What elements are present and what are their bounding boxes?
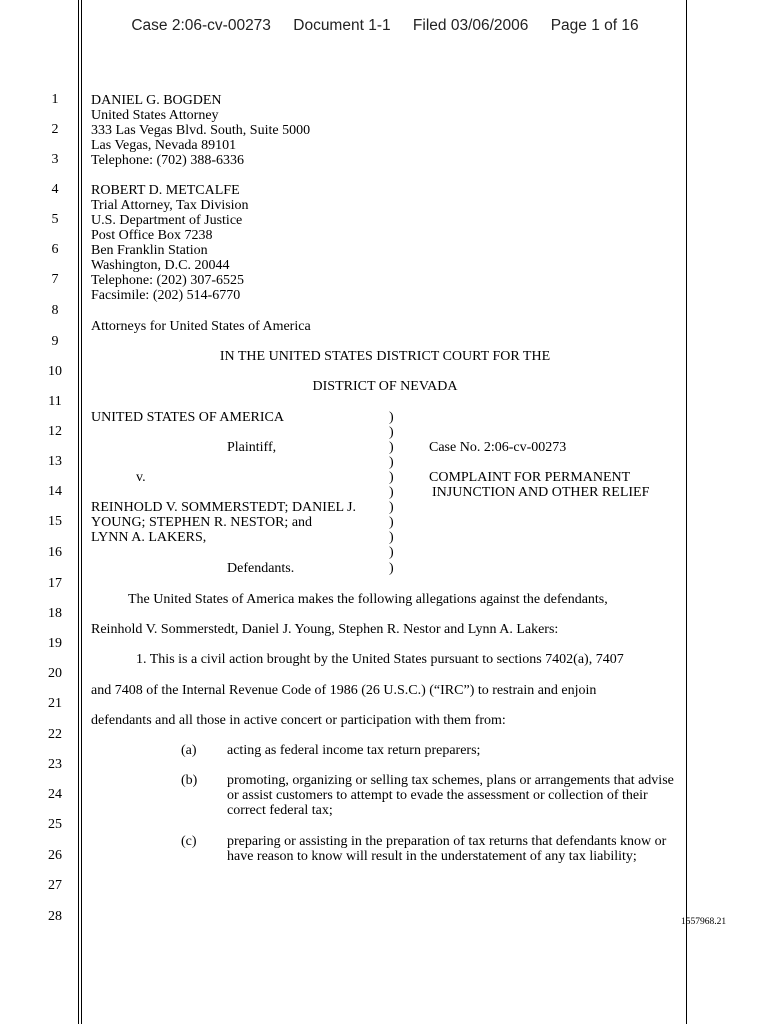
caption-paren: ): [389, 455, 394, 470]
caption-paren: ): [389, 545, 394, 560]
plaintiff-name: UNITED STATES OF AMERICA: [91, 410, 284, 425]
caption-paren: ): [389, 515, 394, 530]
attorney-po-box: Post Office Box 7238: [91, 228, 213, 243]
header-document: Document 1-1: [293, 17, 391, 34]
header-page: Page 1 of 16: [550, 17, 639, 34]
line-number: 8: [51, 303, 59, 318]
line-number: 17: [48, 576, 62, 591]
line-number: 9: [51, 334, 59, 349]
line-number: 13: [48, 454, 62, 469]
line-number: 6: [51, 242, 59, 257]
intro-paragraph: The United States of America makes the following allegations against the defendants,: [128, 592, 608, 607]
caption-paren: ): [389, 561, 394, 576]
document-id: 1557968.21: [681, 917, 727, 927]
line-number: 14: [48, 484, 62, 499]
line-number: 5: [51, 212, 59, 227]
line-number: 15: [48, 514, 62, 529]
line-number: 3: [51, 152, 59, 167]
item-label-b: (b): [181, 773, 198, 788]
attorney-title: Trial Attorney, Tax Division: [91, 198, 249, 213]
attorney-address: 333 Las Vegas Blvd. South, Suite 5000: [91, 123, 311, 138]
caption-paren: ): [389, 530, 394, 545]
case-number: Case No. 2:06-cv-00273: [429, 440, 567, 455]
line-number: 4: [51, 182, 59, 197]
defendants-names: REINHOLD V. SOMMERSTEDT; DANIEL J.: [91, 500, 356, 515]
plaintiff-label: Plaintiff,: [227, 440, 277, 455]
complaint-title-line1: COMPLAINT FOR PERMANENT: [429, 470, 631, 485]
court-heading-line2: DISTRICT OF NEVADA: [312, 379, 458, 394]
line-number: 21: [48, 696, 62, 711]
line-number: 26: [48, 848, 62, 863]
line-number: 23: [48, 757, 62, 772]
paragraph-1: and 7408 of the Internal Revenue Code of 1986 (26 U.S.C.) (“IRC”) to restrain and enjoin: [91, 683, 597, 698]
header-case: Case 2:06-cv-00273: [131, 17, 271, 34]
attorney-city: Las Vegas, Nevada 89101: [91, 138, 237, 153]
line-number: 16: [48, 545, 62, 560]
attorney-name: ROBERT D. METCALFE: [91, 183, 240, 198]
attorney-phone: Telephone: (202) 307-6525: [91, 273, 244, 288]
item-label-c: (c): [181, 834, 197, 849]
left-margin-rule-1: [78, 0, 79, 1024]
attorney-name: DANIEL G. BOGDEN: [91, 93, 222, 108]
caption-paren: ): [389, 410, 394, 425]
caption-paren: ): [389, 440, 394, 455]
attorney-title: United States Attorney: [91, 108, 219, 123]
left-margin-rule-2: [81, 0, 82, 1024]
line-number: 19: [48, 636, 62, 651]
ecf-header: [0, 17, 770, 35]
item-label-a: (a): [181, 743, 197, 758]
caption-paren: ): [389, 500, 394, 515]
line-number: 7: [51, 272, 59, 287]
line-number: 25: [48, 817, 62, 832]
attorney-station: Ben Franklin Station: [91, 243, 208, 258]
item-text-a: acting as federal income tax return preparers;: [227, 743, 481, 758]
attorney-fax: Facsimile: (202) 514-6770: [91, 288, 241, 303]
item-text-b: promoting, organizing or selling tax schemes, plans or arrangements that advise or assist customers to attempt to evade the assessment or collection of their correct federal tax;: [227, 773, 674, 818]
attorney-city: Washington, D.C. 20044: [91, 258, 230, 273]
line-number: 10: [48, 364, 62, 379]
header-filed: Filed 03/06/2006: [412, 17, 529, 34]
line-number: 11: [48, 394, 62, 409]
versus: v.: [136, 470, 146, 485]
line-number: 28: [48, 909, 62, 924]
line-number: 22: [48, 727, 62, 742]
item-text-c: preparing or assisting in the preparation of tax returns that defendants know or have reason to know will result in the understatement of any tax liability;: [227, 834, 667, 864]
right-margin-rule: [686, 0, 687, 1024]
complaint-title-line2: INJUNCTION AND OTHER RELIEF: [432, 485, 650, 500]
defendants-names: LYNN A. LAKERS,: [91, 530, 207, 545]
intro-paragraph: Reinhold V. Sommerstedt, Daniel J. Young, Stephen R. Nestor and Lynn A. Lakers:: [91, 622, 559, 637]
line-number: 2: [51, 122, 59, 137]
caption-paren: ): [389, 470, 394, 485]
line-number: 24: [48, 787, 62, 802]
line-number: 12: [48, 424, 62, 439]
line-number: 27: [48, 878, 62, 893]
attorney-department: U.S. Department of Justice: [91, 213, 243, 228]
caption-paren: ): [389, 485, 394, 500]
defendants-names: YOUNG; STEPHEN R. NESTOR; and: [91, 515, 313, 530]
caption-paren: ): [389, 425, 394, 440]
line-number: 20: [48, 666, 62, 681]
line-number: 18: [48, 606, 62, 621]
line-number: 1: [51, 92, 59, 107]
attorney-phone: Telephone: (702) 388-6336: [91, 153, 244, 168]
paragraph-1: defendants and all those in active concert or participation with them from:: [91, 713, 506, 728]
paragraph-1: 1. This is a civil action brought by the United States pursuant to sections 7402(a), 7407: [136, 652, 624, 667]
court-heading-line1: IN THE UNITED STATES DISTRICT COURT FOR THE: [219, 349, 551, 364]
defendants-label: Defendants.: [227, 561, 295, 576]
attorneys-for: Attorneys for United States of America: [91, 319, 311, 334]
